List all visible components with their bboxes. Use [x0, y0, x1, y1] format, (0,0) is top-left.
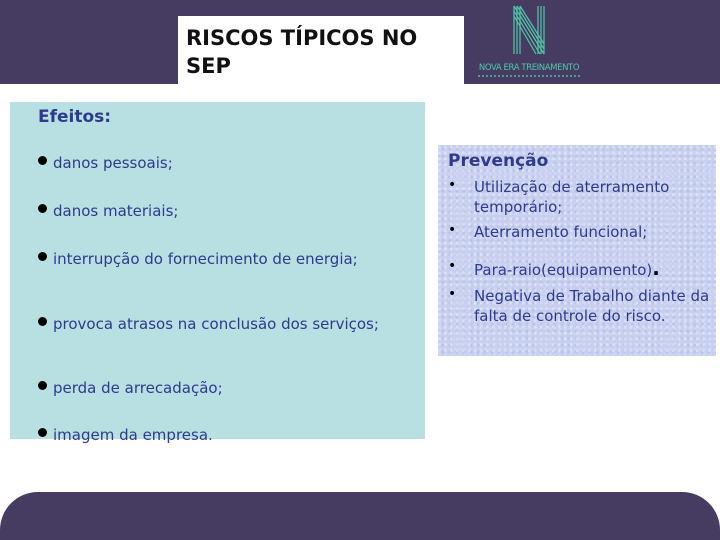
bullet-icon: [38, 156, 47, 165]
bullet-icon: [38, 428, 47, 437]
effect-item: danos materiais;: [38, 202, 416, 221]
bullet-icon: •: [448, 286, 457, 302]
effect-item: danos pessoais;: [38, 154, 416, 173]
company-logo: [466, 0, 592, 84]
bullet-icon: [38, 252, 47, 261]
bullet-icon: •: [448, 177, 457, 193]
bullet-icon: [38, 317, 47, 326]
prevention-panel: [438, 145, 716, 356]
footer-bar: [0, 492, 720, 540]
bullet-icon: [38, 204, 47, 213]
logo-tagline-line: [478, 75, 580, 77]
effect-item: perda de arrecadação;: [38, 379, 416, 398]
effect-item: interrupção do fornecimento de energia;: [38, 250, 416, 269]
effects-heading: Efeitos:: [38, 107, 112, 127]
page-title: RISCOS TÍPICOS NO SEP: [186, 26, 418, 78]
bullet-icon: [38, 381, 47, 390]
prevention-heading: Prevenção: [448, 151, 549, 171]
prevention-item: • Negativa de Trabalho diante da falta de controle do risco.: [448, 286, 710, 325]
prevention-item: • Para-raio(equipamento).: [448, 256, 660, 280]
effect-item: provoca atrasos na conclusão dos serviços;: [38, 315, 416, 334]
prevention-item: • Utilização de aterramento temporário;: [448, 177, 670, 216]
bullet-icon: •: [448, 222, 457, 238]
logo-text: NOVA ERA TREINAMENTO: [478, 63, 580, 73]
bullet-icon: •: [448, 258, 457, 274]
effect-item: imagem da empresa.: [38, 426, 416, 445]
logo-n-icon: [466, 0, 592, 62]
title-box: [178, 16, 464, 84]
trailing-period: .: [652, 256, 660, 280]
prevention-item: • Aterramento funcional;: [448, 222, 648, 241]
effects-panel: [10, 102, 425, 444]
